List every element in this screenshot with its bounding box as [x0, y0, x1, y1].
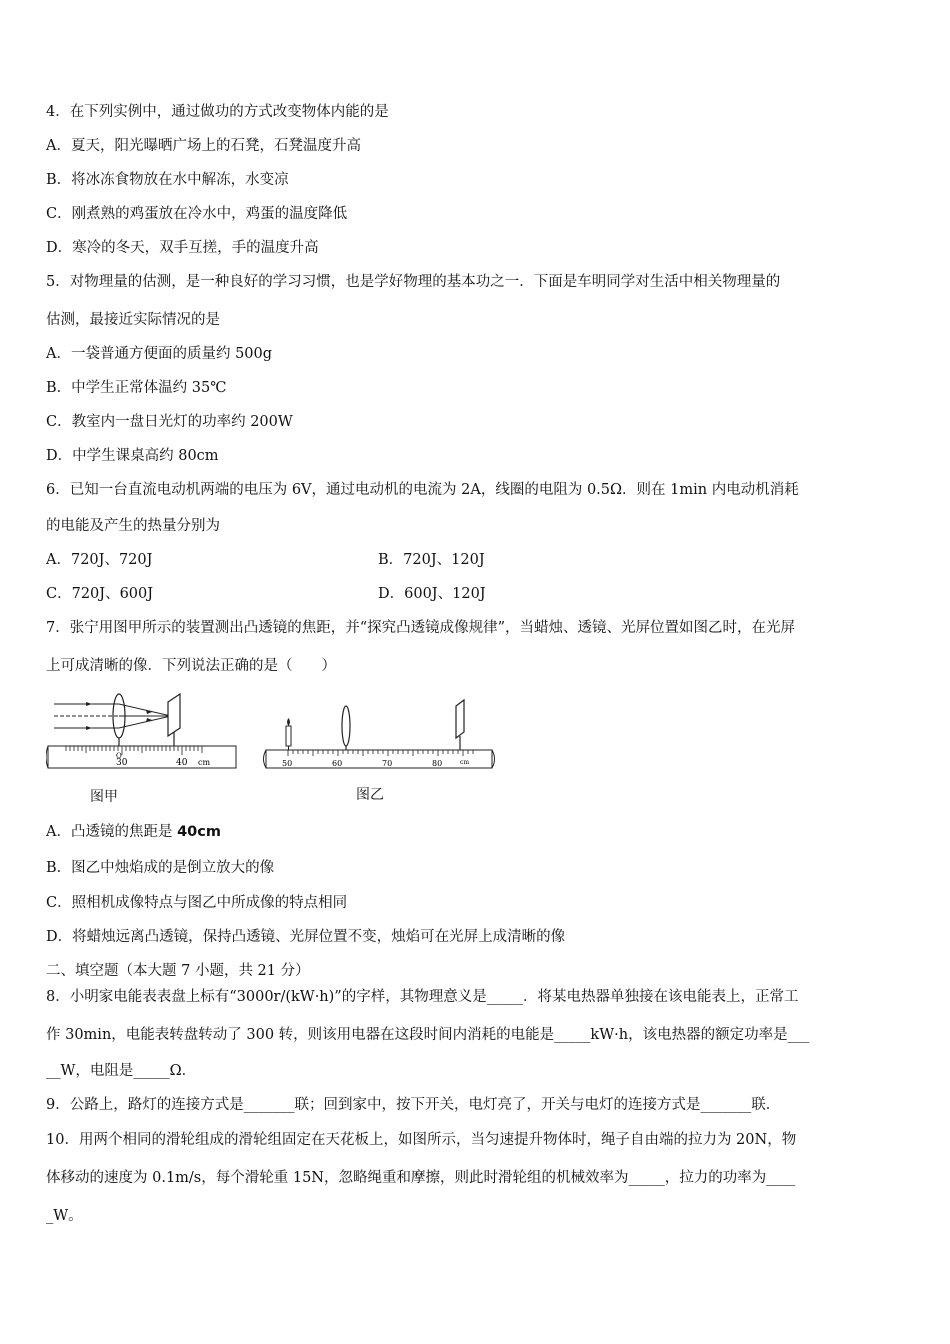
q7-option-d: D．将蜡烛远离凸透镜，保持凸透镜、光屏位置不变，烛焰可在光屏上成清晰的像	[46, 929, 566, 945]
figure-b-tick-50: 50	[282, 759, 293, 768]
q4-option-b: B．将冰冻食物放在水中解冻，水变凉	[46, 172, 289, 188]
figure-b-tick-unit: cm	[460, 759, 470, 766]
figure-b-tick-70: 70	[382, 759, 393, 768]
q5-option-a: A．一袋普通方便面的质量约 500g	[46, 346, 273, 362]
q8-line2: 作 30min，电能表转盘转动了 300 转，则该用电器在这段时间内消耗的电能是_____kW·h，该电热器的额定功率是___	[46, 1027, 810, 1043]
q5-option-c: C．教室内一盘日光灯的功率约 200W	[46, 414, 293, 430]
figure-a-tick-30: 30	[116, 758, 128, 768]
figure-b-tick-80: 80	[432, 759, 443, 768]
q7-stem-line1: 7．张宁用图甲所示的装置测出凸透镜的焦距，并“探究凸透镜成像规律”，当蜡烛、透镜、光屏位置如图乙时，在光屏	[46, 620, 796, 636]
q6-option-d: D．600J、120J	[378, 586, 486, 602]
q6-stem-line2: 的电能及产生的热量分别为	[46, 518, 220, 534]
q10-line2: 体移动的速度为 0.1m/s，每个滑轮重 15N，忽略绳重和摩擦，则此时滑轮组的机械效率为_____，拉力的功率为____	[46, 1170, 796, 1186]
figure-a-caption: 图甲	[90, 789, 118, 805]
figure-a-lens-focal	[46, 690, 242, 772]
q4-option-a: A．夏天，阳光曝晒广场上的石凳，石凳温度升高	[46, 138, 361, 154]
q7-option-a-text: A．凸透镜的焦距是	[46, 824, 178, 840]
q8-line3: __W，电阻是_____Ω．	[46, 1063, 197, 1079]
q7-stem-line2: 上可成清晰的像．下列说法正确的是（ ）	[46, 658, 336, 674]
q7-option-a	[46, 822, 221, 842]
q4-stem: 4．在下列实例中，通过做功的方式改变物体内能的是	[46, 104, 389, 120]
figure-b-tick-60: 60	[332, 759, 343, 768]
q6-option-c: C．720J、600J	[46, 586, 154, 602]
q10-line3: _W。	[46, 1208, 83, 1224]
q6-stem-line1: 6．已知一台直流电动机两端的电压为 6V，通过电动机的电流为 2A，线圈的电阻为 0.5Ω．则在 1min 内电动机消耗	[46, 482, 799, 498]
section-heading: 二、填空题（本大题 7 小题，共 21 分）	[46, 963, 310, 979]
q5-option-b: B．中学生正常体温约 35℃	[46, 380, 227, 396]
q7-option-a-value: 40cm	[177, 824, 221, 840]
figure-a-tick-40: 40	[176, 758, 188, 768]
figure-a-lens-label: O	[116, 752, 122, 760]
q4-option-c: C．刚煮熟的鸡蛋放在冷水中，鸡蛋的温度降低	[46, 206, 348, 222]
q10-line1: 10．用两个相同的滑轮组成的滑轮组固定在天花板上，如图所示，当匀速提升物体时，绳子自由端的拉力为 20N，物	[46, 1132, 797, 1148]
q5-option-d: D．中学生课桌高约 80cm	[46, 448, 219, 464]
q5-stem-line1: 5．对物理量的估测，是一种良好的学习习惯，也是学好物理的基本功之一．下面是车明同学对生活中相关物理量的	[46, 274, 781, 290]
figure-a-tick-unit: cm	[198, 758, 211, 767]
q7-option-c: C．照相机成像特点与图乙中所成像的特点相同	[46, 895, 348, 911]
q4-option-d: D．寒冷的冬天，双手互搓，手的温度升高	[46, 240, 319, 256]
figure-b-optical-bench	[258, 696, 496, 776]
q5-stem-line2: 估测，最接近实际情况的是	[46, 312, 220, 328]
q8-line1: 8．小明家电能表表盘上标有“3000r/(kW·h)”的字样，其物理意义是_____．将某电热器单独接在该电能表上，正常工	[46, 989, 799, 1005]
figure-b-caption: 图乙	[356, 787, 384, 803]
q6-option-a: A．720J、720J	[46, 552, 153, 568]
q7-option-b: B．图乙中烛焰成的是倒立放大的像	[46, 860, 275, 876]
q9-line: 9．公路上，路灯的连接方式是_______联；回到家中，按下开关，电灯亮了，开关与电灯的连接方式是_______联．	[46, 1097, 781, 1113]
q6-option-b: B．720J、120J	[378, 552, 485, 568]
